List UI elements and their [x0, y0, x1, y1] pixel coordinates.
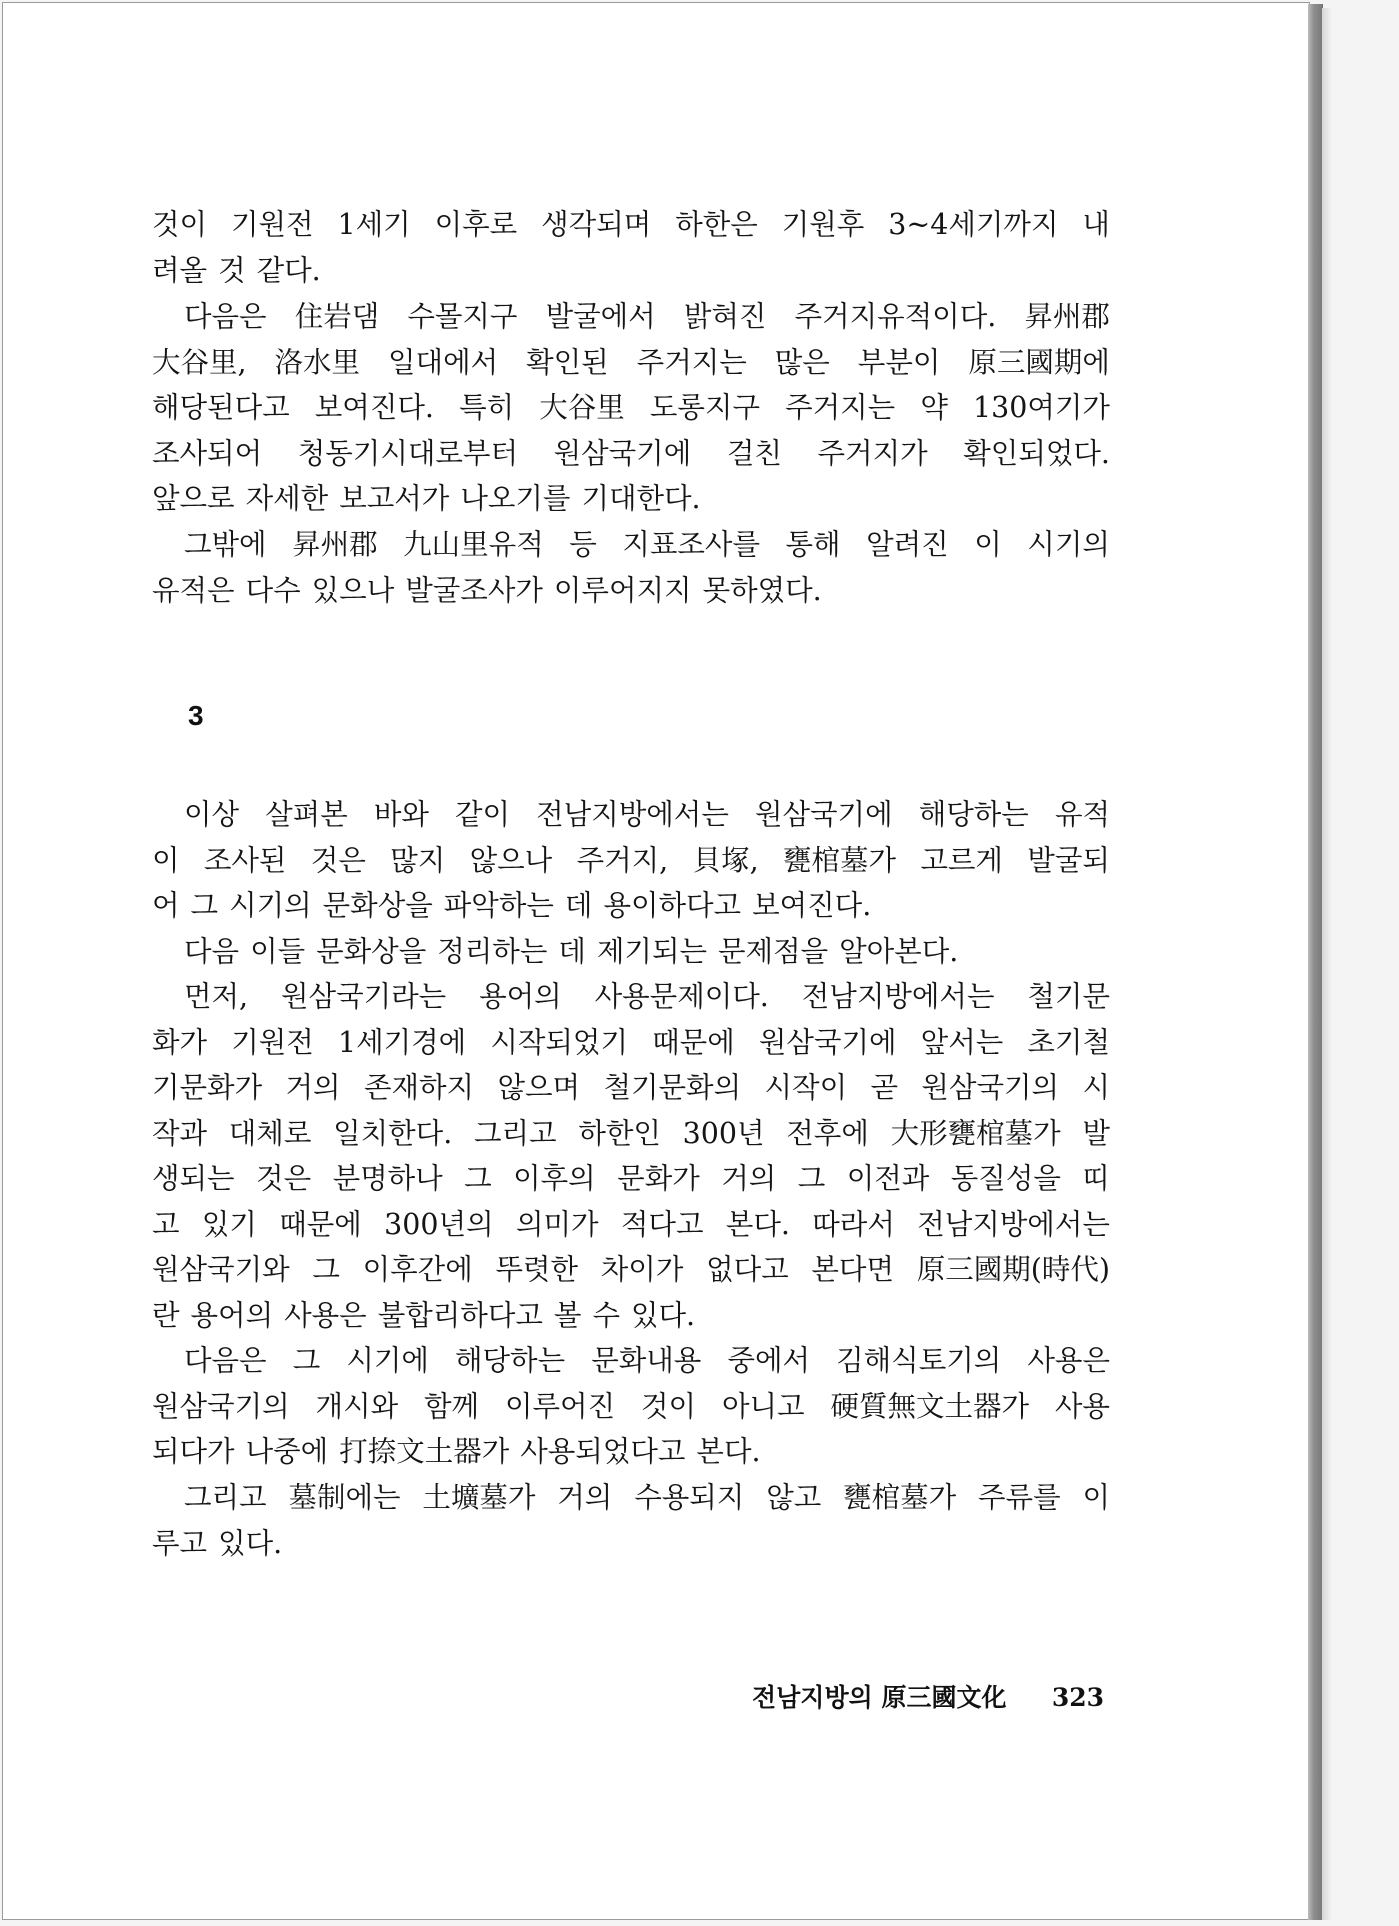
word: 이 — [152, 843, 180, 877]
word: 大形甕棺墓가 — [890, 1116, 1061, 1150]
word: 밝혀진 — [683, 300, 767, 333]
word: 조사된 — [203, 843, 287, 877]
word: 그리고 — [474, 1116, 557, 1150]
word: 해당하는 — [918, 798, 1029, 831]
word: 초기철 — [1027, 1025, 1110, 1059]
word: 이 — [1082, 1481, 1110, 1514]
word: 洛水里 — [274, 345, 361, 379]
word: 차이가 — [600, 1253, 684, 1286]
word: 그 — [797, 1162, 826, 1195]
word: 그 — [464, 1162, 492, 1195]
word: 주거지가 — [817, 436, 928, 470]
word: 유적은 — [152, 573, 235, 607]
word: 기원전 — [230, 208, 314, 241]
text-line — [152, 1521, 1110, 1567]
paragraph — [152, 929, 1110, 975]
word: 原三國期(時代) — [916, 1253, 1110, 1286]
word: 알아본다. — [839, 935, 959, 968]
word: 주거지는 — [636, 345, 747, 379]
word: 아니고 — [721, 1389, 805, 1423]
word: 되다가 — [152, 1435, 235, 1468]
word: 사용은 — [284, 1298, 367, 1332]
word: 있으나 — [311, 573, 395, 607]
word: 대체로 — [228, 1116, 312, 1150]
word: 있다. — [218, 1526, 283, 1560]
word: 따라서 — [812, 1207, 895, 1241]
running-title: 전남지방의 原三國文化 — [752, 1683, 1007, 1712]
word: 용어의 — [190, 1298, 274, 1332]
word: 자세한 — [245, 482, 329, 515]
word: 개시와 — [315, 1389, 399, 1423]
word: 원삼국기에 — [758, 1025, 897, 1059]
text-line — [152, 476, 1110, 522]
word: 하한인 — [578, 1116, 661, 1150]
paragraph — [152, 202, 1110, 293]
word: 원삼국기라는 — [281, 980, 447, 1013]
word: 貝塚, — [692, 843, 759, 877]
word: 기대한다. — [581, 482, 701, 515]
word: 걸친 — [726, 436, 782, 470]
word: 살펴본 — [265, 798, 348, 831]
word: 생각되며 — [541, 208, 652, 241]
text-line — [152, 974, 1110, 1020]
word: 일치한다. — [333, 1116, 453, 1150]
word: 전남지방에서는 — [801, 980, 995, 1013]
word: 보고서가 — [339, 482, 450, 515]
text-line — [152, 1065, 1110, 1111]
word: 확인된 — [526, 345, 609, 379]
word: 문화가 — [617, 1162, 700, 1195]
word: 원삼국기의 — [921, 1071, 1060, 1104]
word: 려올 — [152, 253, 208, 287]
word: 유적 — [1054, 798, 1110, 831]
word: 것이 — [641, 1389, 697, 1423]
word: 문화내용 — [591, 1344, 702, 1377]
word: 루고 — [152, 1526, 208, 1560]
word: 같이 — [455, 798, 511, 831]
text-line — [152, 522, 1110, 568]
word: 시작이 — [764, 1071, 848, 1104]
word: 철기문 — [1027, 980, 1110, 1013]
text-line — [152, 883, 1110, 929]
word: 알려진 — [866, 528, 949, 561]
word: 있기 — [201, 1207, 257, 1241]
word: 것 — [218, 253, 246, 287]
page-number: 323 — [1051, 1683, 1104, 1712]
word: 住岩댐 — [294, 300, 380, 333]
word: 일대에서 — [388, 345, 499, 379]
word: 하한은 — [675, 208, 758, 241]
word: 같다. — [256, 253, 321, 287]
text-line — [152, 1429, 1110, 1475]
word: 통해 — [785, 528, 841, 561]
text-line — [152, 385, 1110, 431]
text-line — [152, 248, 1110, 294]
word: 시작되었기 — [490, 1025, 628, 1059]
word: 때문에 — [652, 1025, 735, 1059]
word: 곧 — [870, 1071, 899, 1104]
word: 기원전 — [231, 1025, 314, 1059]
word: 조사되어 — [152, 436, 263, 470]
word: 그 — [312, 1253, 340, 1286]
word: 용어의 — [479, 980, 562, 1013]
word: 발굴되 — [1027, 843, 1110, 877]
word: 약 — [920, 391, 948, 424]
word: 그리고 — [184, 1481, 267, 1514]
word: 주거지유적이다. — [794, 300, 997, 333]
word: 데 — [558, 935, 586, 968]
word: 전남지방에서는 — [536, 798, 729, 831]
word: 생되는 — [152, 1162, 235, 1195]
word: 甕棺墓가 — [782, 843, 897, 877]
word: 철기문화의 — [603, 1071, 742, 1104]
word: 보여진다. — [314, 391, 434, 424]
paragraph — [152, 294, 1110, 522]
page-edge-shadow — [1308, 4, 1323, 1920]
word: 본다. — [696, 1435, 761, 1468]
word: 昇州郡 — [292, 528, 378, 561]
word: 다음은 — [184, 1344, 267, 1377]
word: 해당하는 — [455, 1344, 566, 1377]
word: 많지 — [390, 843, 446, 877]
word: 불합리하다고 — [377, 1298, 543, 1332]
word: 뚜렷한 — [495, 1253, 579, 1286]
word: 것이 — [152, 208, 208, 241]
word: 九山里유적 — [403, 528, 544, 561]
paragraph — [152, 792, 1110, 929]
word: 사용 — [1054, 1389, 1110, 1423]
word: 것은 — [256, 1162, 312, 1195]
word: 중에서 — [727, 1344, 811, 1377]
word: 문화상을 — [322, 889, 433, 922]
text-line — [152, 1202, 1110, 1248]
word: 기문화가 — [152, 1071, 263, 1104]
word: 데 — [564, 889, 593, 922]
text-line — [152, 202, 1110, 248]
word: 문화상을 — [316, 935, 427, 968]
word: 분명하나 — [332, 1162, 443, 1195]
word: 발 — [1082, 1116, 1110, 1150]
text-line — [152, 1293, 1110, 1339]
word: 수용되지 — [634, 1481, 745, 1514]
word: 墓制에는 — [288, 1481, 401, 1514]
word: 본다. — [725, 1207, 790, 1241]
word: 시기에 — [346, 1344, 429, 1377]
word: 주류를 — [978, 1481, 1061, 1514]
word: 확인되었다. — [963, 436, 1110, 470]
word: 시 — [1082, 1071, 1110, 1104]
word: 사용되었다고 — [520, 1435, 686, 1468]
word: 수몰지구 — [407, 300, 518, 333]
word: 해당된다고 — [152, 391, 290, 424]
word: 적다고 — [620, 1207, 704, 1241]
word: 甕棺墓가 — [843, 1481, 957, 1514]
word: 昇州郡 — [1024, 300, 1110, 333]
word: 1세기 — [337, 208, 411, 241]
section-number: 3 — [188, 700, 204, 731]
word: 김해식토기의 — [836, 1344, 1002, 1377]
word: 때문에 — [279, 1207, 362, 1241]
word: 특히 — [459, 391, 515, 424]
word: 발굴조사가 — [405, 573, 543, 607]
text-line — [152, 1475, 1110, 1521]
word: 大谷里 — [539, 391, 625, 424]
word: 등 — [569, 528, 597, 561]
word: 존재하지 — [363, 1071, 475, 1104]
word: 란 — [152, 1298, 180, 1332]
word: 파악하는 — [443, 889, 554, 922]
word: 고 — [152, 1207, 180, 1241]
text-line — [152, 1247, 1110, 1293]
word: 발굴에서 — [545, 300, 656, 333]
word: 300년 — [682, 1116, 765, 1150]
page-edge-gradient — [1322, 8, 1332, 1920]
word: 이후간에 — [362, 1253, 473, 1286]
word: 300년의 — [384, 1207, 494, 1241]
text-line — [152, 340, 1110, 386]
word: 보여진다. — [752, 889, 872, 922]
word: 다수 — [245, 573, 301, 607]
word: 주거지, — [576, 843, 669, 877]
text-line — [152, 568, 1110, 614]
word: 많은 — [774, 345, 830, 379]
text-line — [152, 1384, 1110, 1430]
word: 청동기시대로부터 — [297, 436, 518, 470]
word: 앞서는 — [920, 1025, 1004, 1059]
text-line — [152, 431, 1110, 477]
word: 않으며 — [497, 1071, 581, 1104]
text-line — [152, 1111, 1110, 1157]
word: 못하였다. — [702, 573, 822, 607]
word: 있다. — [630, 1298, 696, 1332]
text-line — [152, 838, 1110, 884]
word: 작과 — [152, 1116, 208, 1150]
word: 전후에 — [786, 1116, 869, 1150]
text-line — [152, 929, 1110, 975]
word: 바와 — [373, 798, 429, 831]
word: 이전과 — [846, 1162, 930, 1195]
word: 도롱지구 — [649, 391, 760, 424]
word: 거의 — [721, 1162, 777, 1195]
word: 130여기가 — [972, 391, 1110, 424]
word: 이루어지지 — [553, 573, 692, 607]
paragraph — [152, 974, 1110, 1338]
word: 주거지는 — [785, 391, 896, 424]
word: 시기의 — [229, 889, 312, 922]
word: 大谷里, — [152, 345, 247, 379]
word: 문제점을 — [718, 935, 829, 968]
word: 제기되는 — [596, 935, 708, 968]
word: 거의 — [557, 1481, 613, 1514]
word: 그 — [292, 1344, 321, 1377]
word: 것은 — [310, 843, 366, 877]
text-line — [152, 1020, 1110, 1066]
paragraph — [152, 522, 1110, 613]
word: 이상 — [184, 798, 240, 831]
paragraph — [152, 1338, 1110, 1475]
word: 打捺文土器가 — [339, 1435, 510, 1468]
word: 수 — [592, 1298, 620, 1332]
word: 1세기경에 — [337, 1025, 467, 1059]
word: 나중에 — [245, 1435, 329, 1468]
word: 3~4세기까지 — [888, 208, 1059, 241]
word: 함께 — [424, 1389, 480, 1423]
word: 지표조사를 — [622, 528, 760, 561]
word: 이후의 — [513, 1162, 596, 1195]
word: 화가 — [152, 1025, 208, 1059]
word: 사용문제이다. — [594, 980, 769, 1013]
word: 용이하다고 — [603, 889, 742, 922]
word: 않으나 — [469, 843, 553, 877]
word: 내 — [1082, 208, 1110, 241]
word: 어 — [152, 889, 180, 922]
word: 이들 — [250, 935, 306, 968]
word: 土壙墓가 — [422, 1481, 536, 1514]
word: 원삼국기에 — [553, 436, 692, 470]
word: 먼저, — [184, 980, 249, 1013]
word: 거의 — [285, 1071, 341, 1104]
word: 다음은 — [184, 300, 267, 333]
word: 전남지방에서는 — [917, 1207, 1110, 1241]
word: 나오기를 — [460, 482, 571, 515]
word: 동질성을 — [950, 1162, 1061, 1195]
word: 硬質無文土器가 — [830, 1389, 1029, 1423]
word: 다음 — [184, 935, 240, 968]
word: 原三國期에 — [968, 345, 1110, 379]
paragraph — [152, 1475, 1110, 1566]
word: 않고 — [766, 1481, 822, 1514]
word: 이후로 — [434, 208, 518, 241]
word: 원삼국기와 — [152, 1253, 290, 1286]
word: 본다면 — [811, 1253, 894, 1286]
running-footer — [752, 1678, 1104, 1714]
word: 이루어진 — [504, 1389, 616, 1423]
word: 그 — [190, 889, 219, 922]
text-line — [152, 1338, 1110, 1384]
text-line — [152, 792, 1110, 838]
word: 시기의 — [1027, 528, 1110, 561]
word: 없다고 — [706, 1253, 789, 1286]
text-line — [152, 294, 1110, 340]
word: 기원후 — [781, 208, 865, 241]
word: 앞으로 — [152, 482, 235, 515]
text-line — [152, 1156, 1110, 1202]
word: 사용은 — [1027, 1344, 1110, 1377]
word: 의미가 — [515, 1207, 599, 1241]
word: 정리하는 — [437, 935, 548, 968]
word: 볼 — [553, 1298, 582, 1332]
word: 원삼국기에 — [754, 798, 893, 831]
word: 부분이 — [857, 345, 941, 379]
word: 이 — [974, 528, 1002, 561]
word: 원삼국기의 — [152, 1389, 290, 1423]
word: 고르게 — [920, 843, 1003, 877]
word: 그밖에 — [184, 528, 267, 561]
word: 띠 — [1082, 1162, 1110, 1195]
